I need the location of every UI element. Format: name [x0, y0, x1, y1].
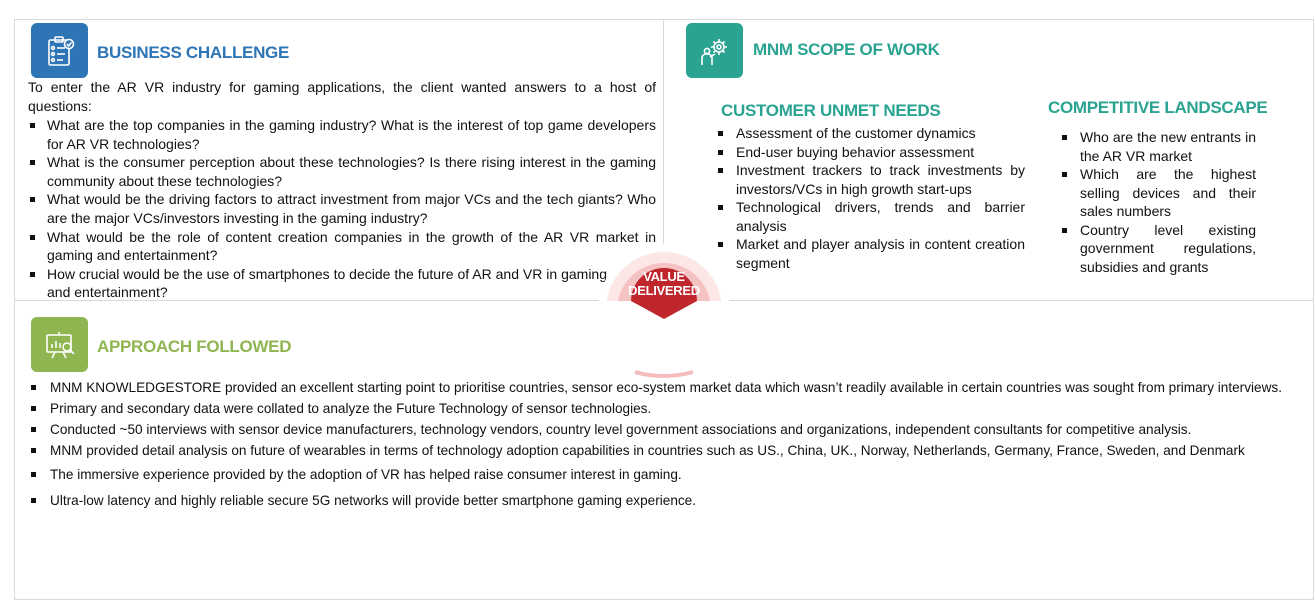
list-item: Market and player analysis in content creation segment — [718, 235, 1025, 272]
list-item: Which are the highest selling devices and their sales numbers — [1062, 165, 1256, 221]
business-challenge-title: BUSINESS CHALLENGE — [97, 43, 290, 62]
competitive-landscape-title: COMPETITIVE LANDSCAPE — [1048, 98, 1268, 117]
competitive-landscape-list — [1062, 128, 1256, 276]
customer-unmet-needs-title: CUSTOMER UNMET NEEDS — [721, 101, 941, 120]
list-item: What would be the driving factors to attract investment from major VCs and the tech giants? Who are the major VCs/investors investing in the gaming industry? — [28, 190, 656, 227]
value-delivered-line2: DELIVERED — [628, 283, 700, 298]
gear-person-icon — [686, 23, 743, 78]
list-item: What are the top companies in the gaming industry? What is the interest of top game developers for AR VR technologies? — [28, 116, 656, 153]
value-delivered-badge — [597, 243, 731, 378]
list-item: Primary and secondary data were collated to analyze the Future Technology of sensor technologies. — [28, 398, 1303, 419]
approach-list — [28, 377, 1303, 511]
list-item: Investment trackers to track investments by investors/VCs in high growth start-ups — [718, 161, 1025, 198]
badge-graphic — [597, 243, 731, 378]
list-item: Who are the new entrants in the AR VR market — [1062, 128, 1256, 165]
list-item: Country level existing government regulations, subsidies and grants — [1062, 221, 1256, 277]
value-delivered-line1: VALUE — [643, 269, 685, 284]
list-item: Technological drivers, trends and barrier analysis — [718, 198, 1025, 235]
approach-title: APPROACH FOLLOWED — [97, 337, 292, 356]
business-challenge-list — [28, 116, 656, 302]
list-item: MNM KNOWLEDGESTORE provided an excellent starting point to prioritise countries, sensor eco-system market data which wasn’t readily available in certain countries was sought from primary interviews. — [28, 377, 1303, 398]
customer-unmet-needs-list — [718, 124, 1025, 272]
list-item: What is the consumer perception about these technologies? Is there rising interest in the gaming community about these technologies? — [28, 153, 656, 190]
list-item: How crucial would be the use of smartphones to decide the future of AR and VR in gaming and entertainment? — [28, 265, 607, 302]
list-item: What would be the role of content creation companies in the growth of the AR VR market in gaming and entertainment? — [28, 228, 656, 265]
list-item: Assessment of the customer dynamics — [718, 124, 1025, 143]
list-item: Ultra-low latency and highly reliable secure 5G networks will provide better smartphone gaming experience. — [28, 490, 1303, 511]
clipboard-checklist-icon — [31, 23, 88, 78]
list-item: End-user buying behavior assessment — [718, 143, 1025, 162]
list-item: MNM provided detail analysis on future of wearables in terms of technology adoption capabilities in countries such as US., China, UK., Norway, Netherlands, Germany, France, Sweden, and Denmark — [28, 440, 1303, 461]
list-item: Conducted ~50 interviews with sensor device manufacturers, technology vendors, country level government associations and organizations, independent consultants for competitive analysis. — [28, 419, 1303, 440]
presentation-analysis-icon — [31, 317, 88, 372]
scope-of-work-title: MNM SCOPE OF WORK — [753, 40, 940, 59]
business-challenge-intro: To enter the AR VR industry for gaming applications, the client wanted answers to a host of questions: — [28, 79, 656, 114]
list-item: The immersive experience provided by the adoption of VR has helped raise consumer interest in gaming. — [28, 464, 1303, 485]
corner-decoration-stripe — [0, 0, 104, 10]
